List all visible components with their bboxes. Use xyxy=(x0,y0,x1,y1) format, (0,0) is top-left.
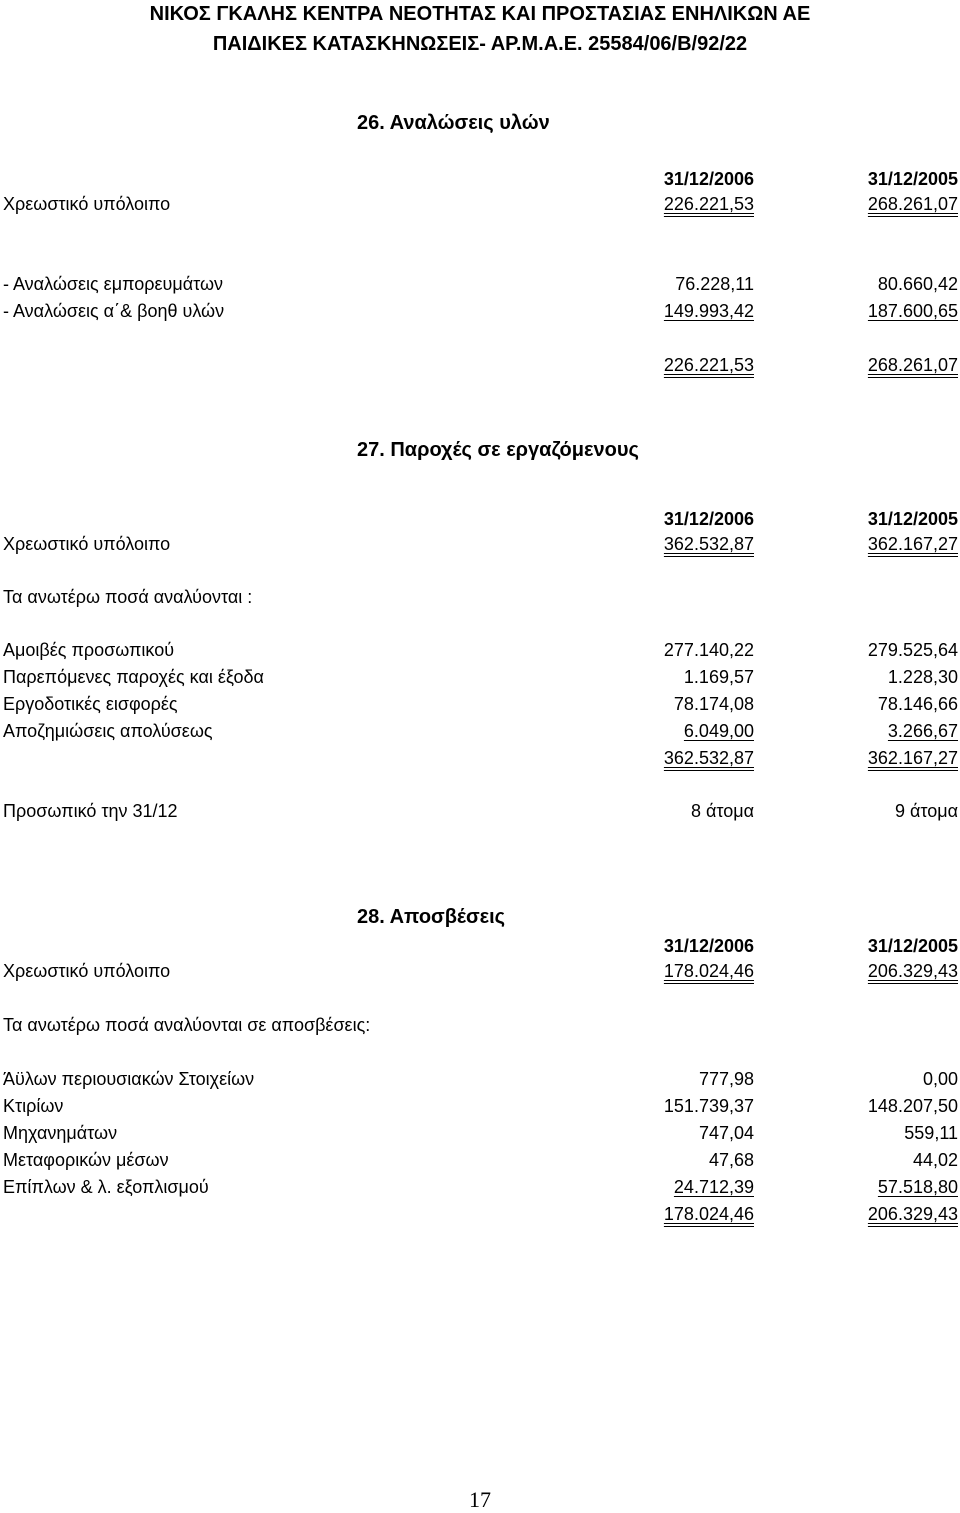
s27-row-label: Αμοιβές προσωπικού xyxy=(3,640,175,660)
s26-row-value-2005: 80.660,42 xyxy=(877,274,958,294)
s27-row-label: Παρεπόμενες παροχές και έξοδα xyxy=(3,667,264,687)
s27-balance-label: Χρεωστικό υπόλοιπο xyxy=(3,534,171,554)
s27-analysis-note: Τα ανωτέρω ποσά αναλύονται : xyxy=(3,587,253,607)
section-27-title: 27. Παροχές σε εργαζόμενους xyxy=(357,439,639,461)
s26-total-2006: 226.221,53 xyxy=(663,355,754,375)
s26-balance-2006: 226.221,53 xyxy=(663,194,754,214)
s28-row-value-2005: 57.518,80 xyxy=(877,1177,958,1197)
s28-balance-2006: 178.024,46 xyxy=(663,961,754,981)
s28-row-value-2006: 777,98 xyxy=(698,1069,754,1089)
s28-balance-label: Χρεωστικό υπόλοιπο xyxy=(3,961,171,981)
s28-row-label: Κτιρίων xyxy=(3,1096,64,1116)
s28-row-label: Μεταφορικών μέσων xyxy=(3,1150,169,1170)
s27-staff-2006: 8 άτομα xyxy=(690,801,754,821)
s28-row-value-2005: 0,00 xyxy=(922,1069,958,1089)
page-number: 17 xyxy=(469,1487,491,1512)
s28-row-value-2005: 559,11 xyxy=(904,1123,958,1143)
s27-balance-2005: 362.167,27 xyxy=(867,534,958,554)
s27-row-value-2005: 78.146,66 xyxy=(877,694,958,714)
s28-total-2006: 178.024,46 xyxy=(663,1204,754,1224)
s26-row-label: - Αναλώσεις εμπορευμάτων xyxy=(3,274,224,294)
s27-total-2005: 362.167,27 xyxy=(867,748,958,768)
s27-staff-label: Προσωπικό την 31/12 xyxy=(3,801,178,821)
s28-balance-2005: 206.329,43 xyxy=(867,961,958,981)
s26-col-header-2006: 31/12/2006 xyxy=(663,169,754,189)
s27-row-value-2005: 3.266,67 xyxy=(887,721,958,741)
s27-row-label: Αποζημιώσεις απολύσεως xyxy=(3,721,213,741)
s26-row-value-2006: 76.228,11 xyxy=(675,274,754,294)
s28-row-value-2006: 151.739,37 xyxy=(663,1096,754,1116)
s26-row-value-2006: 149.993,42 xyxy=(663,301,754,321)
s28-row-value-2006: 747,04 xyxy=(698,1123,754,1143)
s26-balance-label: Χρεωστικό υπόλοιπο xyxy=(3,194,171,214)
s27-row-value-2006: 1.169,57 xyxy=(683,667,754,687)
company-name: ΝΙΚΟΣ ΓΚΑΛΗΣ ΚΕΝΤΡΑ ΝΕΟΤΗΤΑΣ ΚΑΙ ΠΡΟΣΤΑΣΙΑΣ ΕΝΗΛΙΚΩΝ ΑΕ xyxy=(149,3,811,25)
s27-row-value-2005: 1.228,30 xyxy=(887,667,958,687)
s26-balance-2005: 268.261,07 xyxy=(867,194,958,214)
s27-row-value-2006: 78.174,08 xyxy=(673,694,754,714)
s28-row-value-2005: 44,02 xyxy=(912,1150,958,1170)
s27-col-header-2005: 31/12/2005 xyxy=(867,509,958,529)
section-26-title: 26. Αναλώσεις υλών xyxy=(357,112,550,134)
s27-row-value-2006: 277.140,22 xyxy=(663,640,754,660)
s26-row-value-2005: 187.600,65 xyxy=(867,301,958,321)
s27-staff-2005: 9 άτομα xyxy=(894,801,958,821)
s28-row-label: Μηχανημάτων xyxy=(3,1123,118,1143)
s28-col-header-2006: 31/12/2006 xyxy=(663,936,754,956)
s27-col-header-2006: 31/12/2006 xyxy=(663,509,754,529)
s28-row-value-2006: 24.712,39 xyxy=(673,1177,754,1197)
section-28-title: 28. Αποσβέσεις xyxy=(357,906,506,928)
company-registration: ΠΑΙΔΙΚΕΣ ΚΑΤΑΣΚΗΝΩΣΕΙΣ- ΑΡ.Μ.Α.Ε. 25584/06/Β/92/22 xyxy=(212,33,748,55)
s28-col-header-2005: 31/12/2005 xyxy=(867,936,958,956)
s27-balance-2006: 362.532,87 xyxy=(663,534,754,554)
s28-row-label: Επίπλων & λ. εξοπλισμού xyxy=(3,1177,209,1197)
s26-row-label: - Αναλώσεις α΄& βοηθ υλών xyxy=(3,301,225,321)
s26-col-header-2005: 31/12/2005 xyxy=(867,169,958,189)
s28-total-2005: 206.329,43 xyxy=(867,1204,958,1224)
s28-row-value-2005: 148.207,50 xyxy=(867,1096,958,1116)
s26-total-2005: 268.261,07 xyxy=(867,355,958,375)
s27-row-value-2005: 279.525,64 xyxy=(867,640,958,660)
s28-row-value-2006: 47,68 xyxy=(708,1150,754,1170)
s27-row-label: Εργοδοτικές εισφορές xyxy=(3,694,178,714)
s28-analysis-note: Τα ανωτέρω ποσά αναλύονται σε αποσβέσεις: xyxy=(3,1015,371,1035)
s27-row-value-2006: 6.049,00 xyxy=(683,721,754,741)
s27-total-2006: 362.532,87 xyxy=(663,748,754,768)
s28-row-label: Άϋλων περιουσιακών Στοιχείων xyxy=(3,1069,255,1089)
